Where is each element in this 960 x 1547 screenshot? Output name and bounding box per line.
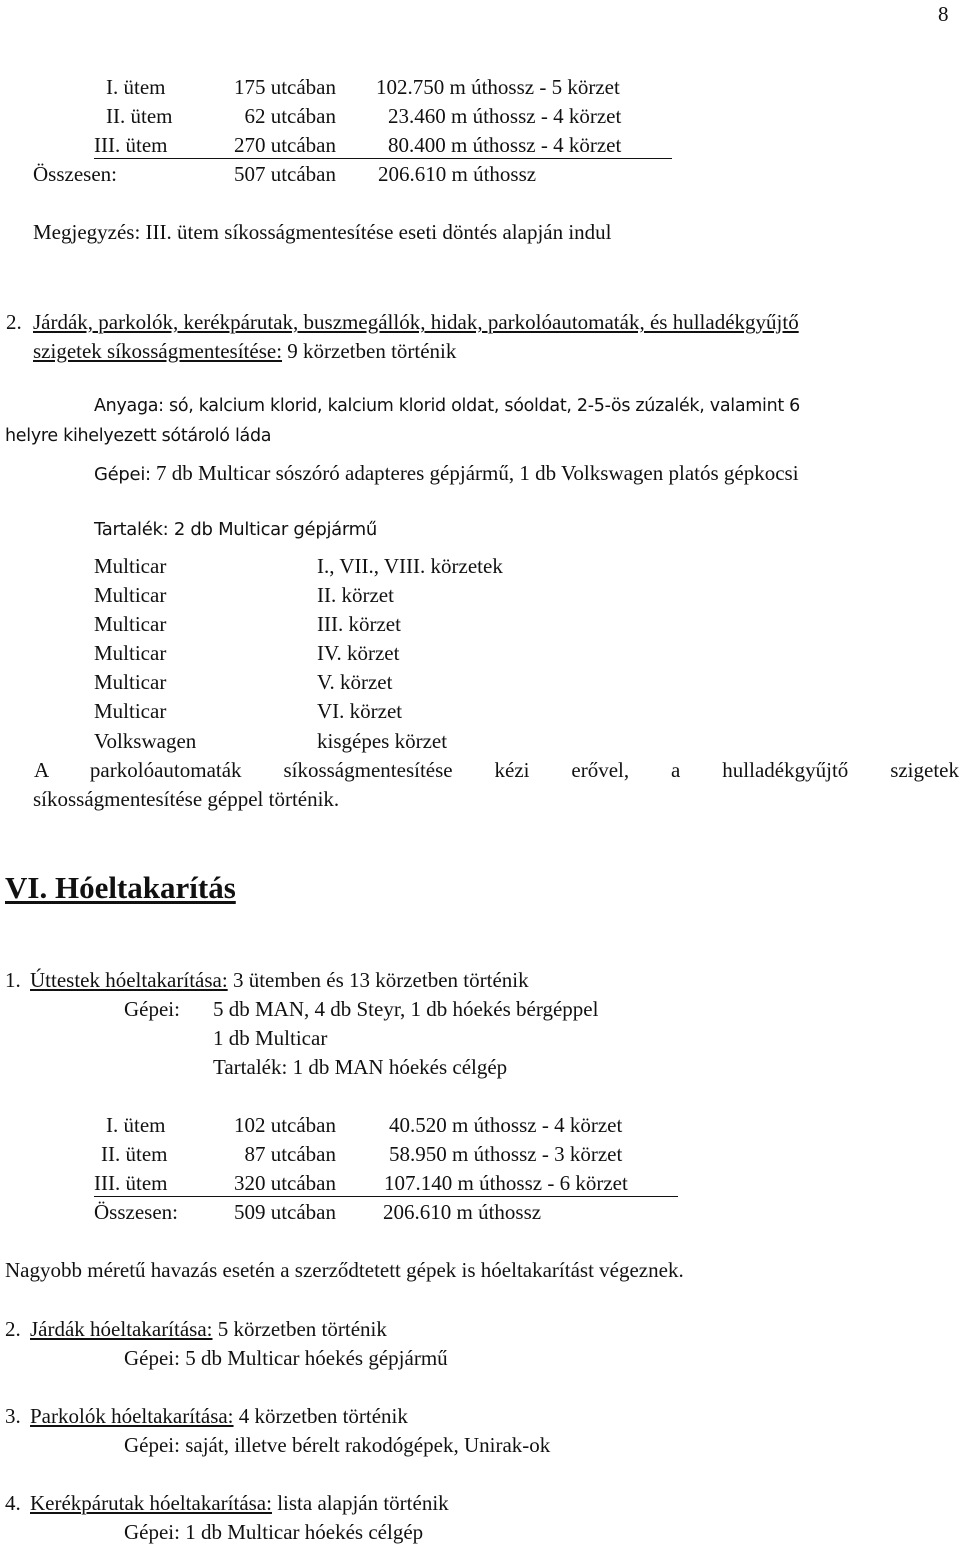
item-title-tail: lista alapján történik [271, 1491, 449, 1515]
machines-text: Gépei: 1 db Multicar hóekés célgép [124, 1520, 424, 1544]
note-paragraph-cont: síkosságmentesítése géppel történik. [33, 787, 340, 811]
machines-value: 7 db Multicar sószóró adapteres gépjármű, 1 db Volkswagen platós gépkocsi [150, 461, 799, 485]
streets-cell: 102 utcában [233, 1113, 336, 1137]
item-number: 1. [5, 968, 21, 992]
note-paragraph: A parkolóautomaták síkosságmentesítése kézi erővel, a hulladékgyűjtő szigetek [34, 758, 959, 782]
section-heading: VI. Hóeltakarítás [5, 870, 236, 905]
section-title-underlined: szigetek síkosságmentesítése: [33, 339, 283, 363]
length-cell: 23.460 m úthossz - 4 körzet [388, 104, 622, 128]
phase-cell: I. ütem [106, 75, 166, 99]
reserve-text: Tartalék: 2 db Multicar gépjármű [94, 519, 377, 540]
item-number: 2. [5, 1317, 21, 1341]
total-label: Összesen: [33, 162, 117, 186]
item-title: Úttestek hóeltakarítása: [30, 968, 228, 992]
vehicle-district: VI. körzet [317, 699, 403, 723]
vehicle-name: Multicar [94, 670, 167, 694]
machines-text: Gépei: 5 db Multicar hóekés gépjármű [124, 1346, 448, 1370]
total-label: Összesen: [94, 1200, 178, 1224]
phase-cell: II. ütem [101, 1142, 168, 1166]
streets-cell: 270 utcában [233, 133, 336, 157]
vehicle-district: kisgépes körzet [317, 729, 448, 753]
vehicle-district: V. körzet [317, 670, 393, 694]
section-number: 2. [6, 310, 22, 334]
length-cell: 206.610 m úthossz [383, 1200, 542, 1224]
vehicle-name: Multicar [94, 554, 167, 578]
table-divider [94, 1196, 678, 1197]
vehicle-name: Volkswagen [94, 729, 197, 753]
length-cell: 58.950 m úthossz - 3 körzet [389, 1142, 623, 1166]
phase-cell: II. ütem [106, 104, 173, 128]
phase-cell: III. ütem [94, 1171, 168, 1195]
vehicle-name: Multicar [94, 583, 167, 607]
length-cell: 40.520 m úthossz - 4 körzet [389, 1113, 623, 1137]
vehicle-district: IV. körzet [317, 641, 400, 665]
big-snow-note: Nagyobb méretű havazás esetén a szerződtetett gépek is hóeltakarítást végeznek. [5, 1258, 684, 1282]
section-title: Járdák, parkolók, kerékpárutak, buszmegállók, hidak, parkolóautomaták, és hulladékgyűjtő [33, 310, 799, 334]
streets-cell: 320 utcában [233, 1171, 336, 1195]
machines-text [94, 463, 799, 484]
machines-label: Gépei: [124, 997, 180, 1021]
machines-text: Gépei: saját, illetve bérelt rakodógépek, Unirak-ok [124, 1433, 551, 1457]
length-cell: 107.140 m úthossz - 6 körzet [384, 1171, 628, 1195]
item-title-line [30, 970, 529, 991]
machines-line: 5 db MAN, 4 db Steyr, 1 db hóekés bérgéppel [213, 997, 599, 1021]
phase-cell: I. ütem [106, 1113, 166, 1137]
section-title-tail: 9 körzetben történik [282, 339, 457, 363]
streets-cell: 507 utcában [233, 162, 336, 186]
streets-cell: 509 utcában [233, 1200, 336, 1224]
item-title-line [30, 1319, 387, 1340]
item-title: Parkolók hóeltakarítása: [30, 1404, 234, 1428]
streets-cell: 62 utcában [244, 104, 336, 128]
item-title-tail: 5 körzetben történik [212, 1317, 387, 1341]
item-title: Kerékpárutak hóeltakarítása: [30, 1491, 272, 1515]
vehicle-name: Multicar [94, 612, 167, 636]
length-cell: 102.750 m úthossz - 5 körzet [376, 75, 620, 99]
item-title-line [30, 1406, 408, 1427]
length-cell: 206.610 m úthossz [378, 162, 537, 186]
materials-text: Anyaga: só, kalcium klorid, kalcium klorid oldat, sóoldat, 2-5-ös zúzalék, valamint 6 [94, 396, 801, 416]
length-cell: 80.400 m úthossz - 4 körzet [388, 133, 622, 157]
streets-cell: 175 utcában [233, 75, 336, 99]
streets-cell: 87 utcában [244, 1142, 336, 1166]
vehicle-name: Multicar [94, 699, 167, 723]
item-title-line [30, 1493, 449, 1514]
item-title: Járdák hóeltakarítása: [30, 1317, 213, 1341]
table-divider [94, 158, 672, 159]
item-number: 3. [5, 1404, 21, 1428]
vehicle-name: Multicar [94, 641, 167, 665]
machines-line: 1 db Multicar [213, 1026, 328, 1050]
page-number: 8 [938, 2, 949, 26]
phase-cell: III. ütem [94, 133, 168, 157]
item-number: 4. [5, 1491, 21, 1515]
item-title-tail: 4 körzetben történik [233, 1404, 408, 1428]
vehicle-district: II. körzet [317, 583, 394, 607]
machines-label: Gépei: [94, 464, 151, 485]
section-title-line2 [33, 341, 456, 362]
vehicle-district: III. körzet [317, 612, 401, 636]
machines-line: Tartalék: 1 db MAN hóekés célgép [213, 1055, 508, 1079]
vehicle-district: I., VII., VIII. körzetek [317, 554, 503, 578]
item-title-tail: 3 ütemben és 13 körzetben történik [227, 968, 529, 992]
materials-text-cont: helyre kihelyezett sótároló láda [5, 426, 272, 446]
note-text: Megjegyzés: III. ütem síkosságmentesítése eseti döntés alapján indul [33, 220, 612, 244]
